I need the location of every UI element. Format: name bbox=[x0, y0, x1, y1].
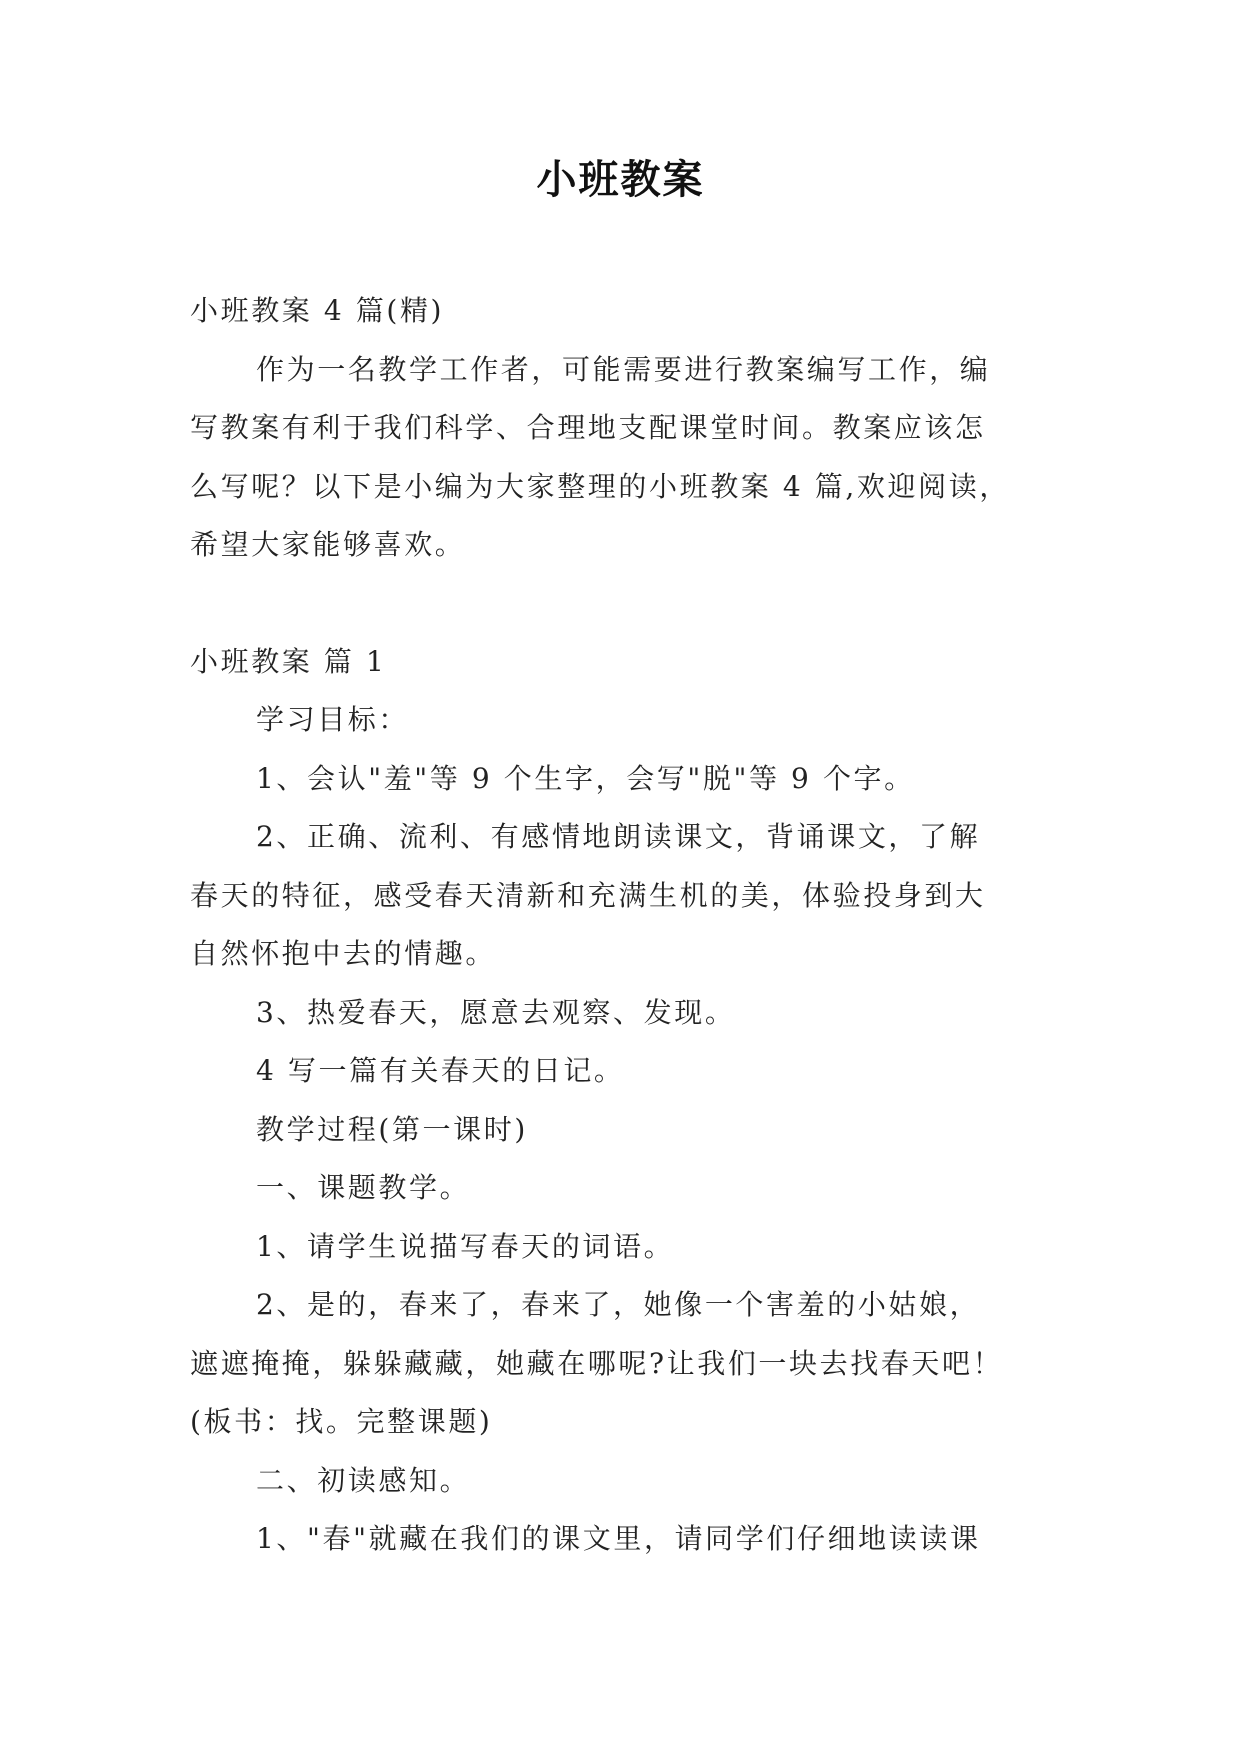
page-title: 小班教案 bbox=[536, 156, 705, 203]
section-heading: 小班教案 篇 1 bbox=[190, 644, 387, 678]
goal-item: 1、会认"羞"等 9 个生字，会写"脱"等 9 个字。 bbox=[256, 761, 915, 795]
step-item: 1、"春"就藏在我们的课文里，请同学们仔细地读读课 bbox=[256, 1522, 981, 1555]
intro-line: 作为一名教学工作者，可能需要进行教案编写工作，编 bbox=[256, 352, 991, 386]
process-heading: 教学过程(第一课时) bbox=[256, 1112, 528, 1146]
step-line: (板书：找。完整课题) bbox=[190, 1405, 493, 1438]
goal-item: 3、热爱春天，愿意去观察、发现。 bbox=[256, 995, 736, 1029]
goal-line: 自然怀抱中去的情趣。 bbox=[190, 937, 497, 970]
goal-line: 2、正确、流利、有感情地朗读课文，背诵课文，了解 bbox=[256, 820, 981, 853]
step-item: 1、请学生说描写春天的词语。 bbox=[256, 1229, 675, 1263]
step-line: 遮遮掩掩，躲躲藏藏，她藏在哪呢?让我们一块去找春天吧！ bbox=[190, 1346, 1004, 1380]
goal-item bbox=[190, 808, 1050, 984]
goal-item: 4 写一篇有关春天的日记。 bbox=[256, 1054, 625, 1087]
step-heading: 二、初读感知。 bbox=[256, 1463, 471, 1497]
intro-line: 希望大家能够喜欢。 bbox=[190, 528, 466, 561]
step-line: 2、是的，春来了，春来了，她像一个害羞的小姑娘， bbox=[256, 1288, 981, 1321]
section-spacer bbox=[190, 575, 1050, 633]
article-subtitle: 小班教案 4 篇(精) bbox=[190, 294, 445, 327]
step-item bbox=[190, 1276, 1050, 1452]
intro-line: 么写呢？以下是小编为大家整理的小班教案 4 篇,欢迎阅读， bbox=[190, 469, 1010, 503]
step-heading: 一、课题教学。 bbox=[256, 1171, 471, 1204]
document-body bbox=[190, 282, 1050, 1569]
intro-paragraph bbox=[190, 341, 1050, 575]
goals-heading: 学习目标： bbox=[256, 703, 410, 736]
intro-line: 写教案有利于我们科学、合理地支配课堂时间。教案应该怎 bbox=[190, 411, 986, 444]
goal-line: 春天的特征，感受春天清新和充满生机的美，体验投身到大 bbox=[190, 878, 986, 912]
